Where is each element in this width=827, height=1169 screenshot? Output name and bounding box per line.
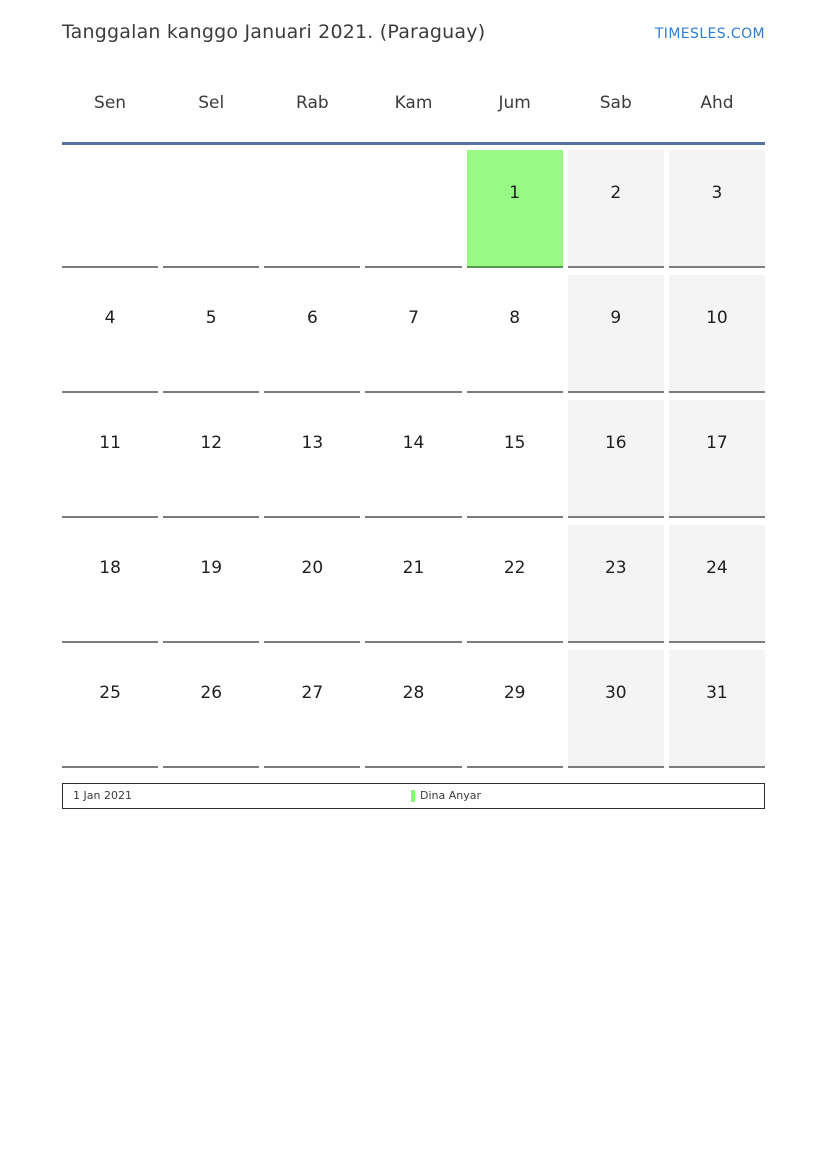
day-number: 26 <box>200 683 223 703</box>
day-number: 9 <box>610 308 622 328</box>
day-cell <box>467 275 563 393</box>
empty-cell <box>163 150 259 268</box>
day-cell <box>163 400 259 518</box>
day-number: 12 <box>200 433 223 453</box>
day-number: 27 <box>301 683 324 703</box>
page-title: Tanggalan kanggo Januari 2021. (Paraguay) <box>62 21 486 43</box>
day-cell <box>568 525 664 643</box>
weekday-label-sel: Sel <box>198 93 225 113</box>
site-link[interactable]: TIMESLES.COM <box>654 26 765 42</box>
day-number: 8 <box>509 308 521 328</box>
day-cell <box>568 150 664 268</box>
day-number: 21 <box>402 558 425 578</box>
legend-date: 1 Jan 2021 <box>73 789 132 802</box>
day-number: 4 <box>104 308 116 328</box>
day-cell <box>568 275 664 393</box>
day-number: 2 <box>610 183 622 203</box>
day-cell <box>669 150 765 268</box>
day-number: 29 <box>503 683 526 703</box>
day-number: 28 <box>402 683 425 703</box>
weekday-label-kam: Kam <box>394 93 433 113</box>
day-cell <box>264 275 360 393</box>
day-number: 17 <box>706 433 728 453</box>
day-cell <box>264 650 360 768</box>
day-cell <box>264 525 360 643</box>
day-number: 10 <box>706 308 728 328</box>
weekday-header-row <box>62 93 765 113</box>
day-cell <box>467 400 563 518</box>
header-divider-line <box>62 142 765 145</box>
day-cell <box>365 400 461 518</box>
empty-cell <box>365 150 461 268</box>
day-number: 15 <box>503 433 526 453</box>
day-cell <box>669 400 765 518</box>
day-cell <box>62 650 158 768</box>
day-number: 14 <box>402 433 425 453</box>
weekday-label-jum: Jum <box>498 93 531 113</box>
day-number: 20 <box>301 558 324 578</box>
day-number: 31 <box>706 683 728 703</box>
legend-box <box>62 783 765 809</box>
day-cell <box>365 650 461 768</box>
weekday-label-ahd: Ahd <box>700 93 734 113</box>
legend-holiday-label: Dina Anyar <box>420 789 482 802</box>
day-cell <box>62 400 158 518</box>
day-cell <box>669 650 765 768</box>
day-number: 5 <box>205 308 217 328</box>
day-cell <box>669 275 765 393</box>
day-number: 30 <box>604 683 627 703</box>
day-cell <box>365 275 461 393</box>
day-cell-highlighted <box>467 150 563 268</box>
day-number: 19 <box>200 558 223 578</box>
day-cell <box>62 275 158 393</box>
day-number: 25 <box>99 683 121 703</box>
calendar-content <box>62 20 765 809</box>
calendar-grid <box>62 150 765 768</box>
day-number: 1 <box>509 183 521 203</box>
day-number: 11 <box>99 433 121 453</box>
day-number: 13 <box>301 433 324 453</box>
day-cell <box>163 650 259 768</box>
day-cell <box>163 525 259 643</box>
day-cell <box>365 525 461 643</box>
weekday-label-sab: Sab <box>599 93 632 113</box>
day-cell <box>62 525 158 643</box>
empty-cell <box>264 150 360 268</box>
weekday-label-rab: Rab <box>296 93 329 113</box>
day-cell <box>568 400 664 518</box>
holiday-marker-icon <box>411 790 415 802</box>
empty-cell <box>62 150 158 268</box>
day-cell <box>568 650 664 768</box>
day-number: 24 <box>706 558 728 578</box>
day-cell <box>163 275 259 393</box>
day-number: 22 <box>503 558 526 578</box>
day-cell <box>467 525 563 643</box>
weekday-label-sen: Sen <box>94 93 127 113</box>
day-number: 6 <box>306 308 318 328</box>
day-cell <box>669 525 765 643</box>
day-number: 7 <box>408 308 419 328</box>
legend-holiday-entry <box>411 789 481 803</box>
day-number: 16 <box>604 433 627 453</box>
day-number: 3 <box>711 183 723 203</box>
day-cell <box>467 650 563 768</box>
title-bar <box>62 20 765 44</box>
day-cell <box>264 400 360 518</box>
day-number: 23 <box>604 558 627 578</box>
day-number: 18 <box>99 558 121 578</box>
